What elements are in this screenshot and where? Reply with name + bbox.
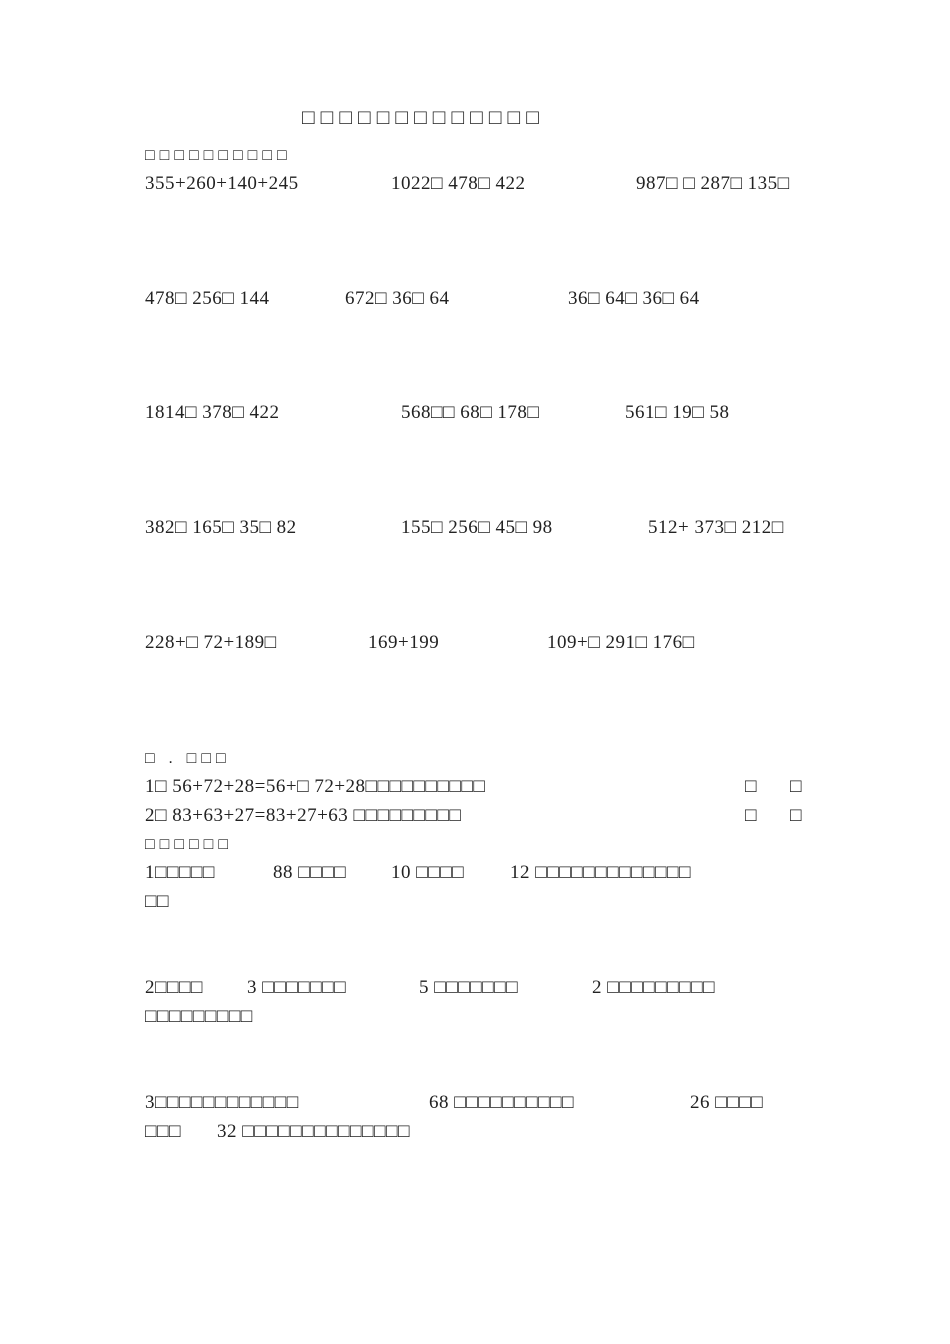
problem-2-1: 478□ 256□ 144 bbox=[145, 288, 270, 309]
word-problem-1-c: 10 □□□□ bbox=[391, 862, 465, 883]
problem-5-2: 169+199 bbox=[368, 632, 440, 653]
word-problem-2-b: 3 □□□□□□□ bbox=[247, 977, 347, 998]
judge-item-1: 1□ 56+72+28=56+□ 72+28□□□□□□□□□□ bbox=[145, 776, 486, 797]
problem-3-3: 561□ 19□ 58 bbox=[625, 402, 730, 423]
problem-3-1: 1814□ 378□ 422 bbox=[145, 402, 280, 423]
problem-5-3: 109+□ 291□ 176□ bbox=[547, 632, 695, 653]
problem-2-2: 672□ 36□ 64 bbox=[345, 288, 450, 309]
judge-item-2-paren-close: □ bbox=[790, 805, 802, 826]
word-problem-3-b: 68 □□□□□□□□□□ bbox=[429, 1092, 575, 1113]
problem-3-2: 568□□ 68□ 178□ bbox=[401, 402, 540, 423]
judge-item-2-paren-open: □ bbox=[745, 805, 757, 826]
word-problem-3-a: 3□□□□□□□□□□□□ bbox=[145, 1092, 299, 1113]
problem-1-1: 355+260+140+245 bbox=[145, 173, 299, 194]
problem-4-1: 382□ 165□ 35□ 82 bbox=[145, 517, 297, 538]
problem-4-2: 155□ 256□ 45□ 98 bbox=[401, 517, 553, 538]
word-problem-1-d: 12 □□□□□□□□□□□□□ bbox=[510, 862, 691, 883]
word-problem-2-c: 5 □□□□□□□ bbox=[419, 977, 519, 998]
word-problem-3-line2b: 32 □□□□□□□□□□□□□□ bbox=[217, 1121, 410, 1142]
problem-1-2: 1022□ 478□ 422 bbox=[391, 173, 526, 194]
problem-2-3: 36□ 64□ 36□ 64 bbox=[568, 288, 700, 309]
judge-item-2: 2□ 83+63+27=83+27+63 □□□□□□□□□ bbox=[145, 805, 462, 826]
word-problem-1-line2: □□ bbox=[145, 891, 169, 912]
problem-5-1: 228+□ 72+189□ bbox=[145, 632, 277, 653]
problem-4-3: 512+ 373□ 212□ bbox=[648, 517, 784, 538]
word-problem-1-b: 88 □□□□ bbox=[273, 862, 347, 883]
word-problem-3-line2a: □□□ bbox=[145, 1121, 181, 1142]
section-3-heading: □□□□□□ bbox=[145, 836, 233, 853]
judge-item-1-paren-close: □ bbox=[790, 776, 802, 797]
section-1-heading: □□□□□□□□□□ bbox=[145, 147, 292, 164]
page-title: □□□□□□□□□□□□□ bbox=[302, 105, 545, 129]
word-problem-2-a: 2□□□□ bbox=[145, 977, 203, 998]
word-problem-2-line2: □□□□□□□□□ bbox=[145, 1006, 253, 1027]
problem-1-3: 987□ □ 287□ 135□ bbox=[636, 173, 790, 194]
word-problem-3-c: 26 □□□□ bbox=[690, 1092, 764, 1113]
section-2-heading: □ . □□□ bbox=[145, 750, 231, 767]
judge-item-1-paren-open: □ bbox=[745, 776, 757, 797]
word-problem-2-d: 2 □□□□□□□□□ bbox=[592, 977, 716, 998]
word-problem-1-a: 1□□□□□ bbox=[145, 862, 215, 883]
